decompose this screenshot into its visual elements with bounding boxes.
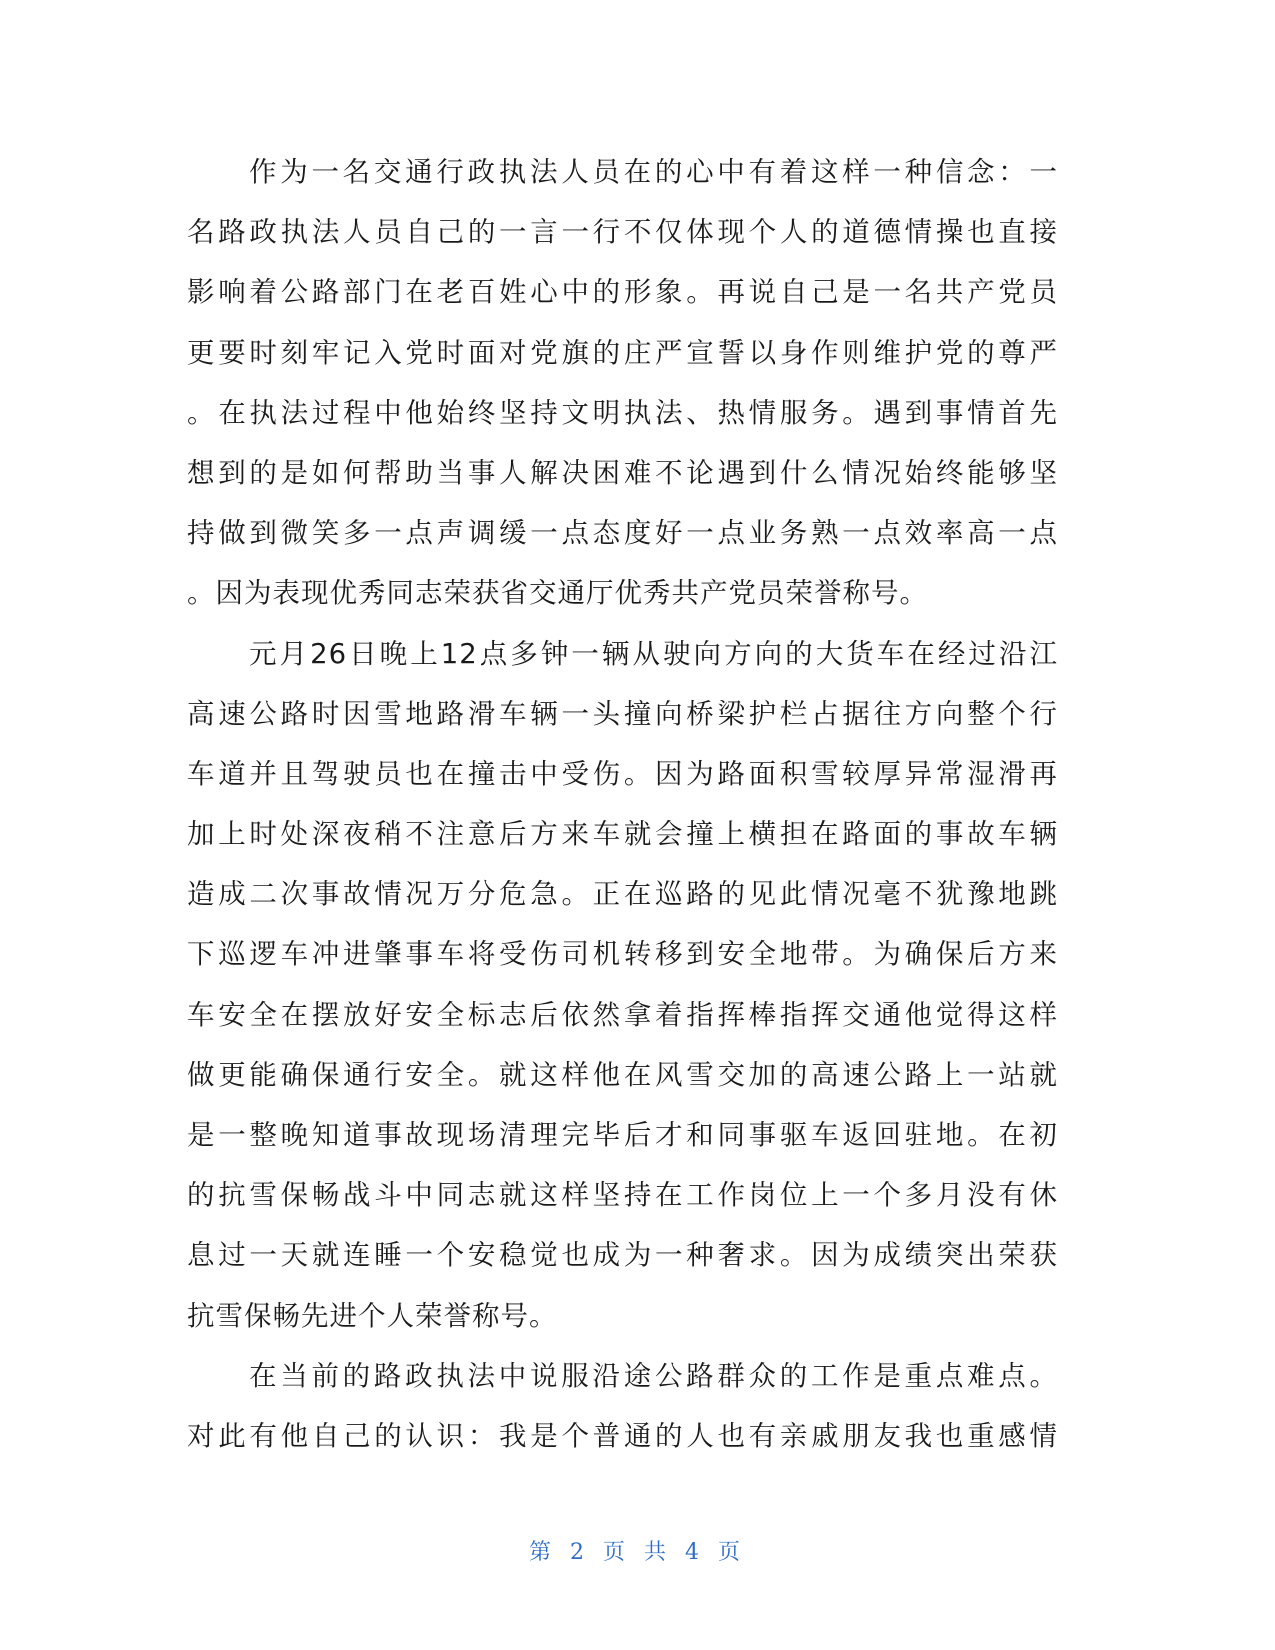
text-line: 的抗雪保畅战斗中同志就这样坚持在工作岗位上一个多月没有休 bbox=[187, 1179, 1058, 1212]
text-line: 造成二次事故情况万分危急。正在巡路的见此情况毫不犹豫地跳 bbox=[187, 878, 1058, 911]
text-line: 下巡逻车冲进肇事车将受伤司机转移到安全地带。为确保后方来 bbox=[187, 938, 1058, 971]
text-line: 想到的是如何帮助当事人解决困难不论遇到什么情况始终能够坚 bbox=[187, 456, 1058, 489]
paragraph-2 bbox=[187, 624, 1058, 1346]
text-line: 息过一天就连睡一个安稳觉也成为一种奢求。因为成绩突出荣获 bbox=[187, 1239, 1058, 1272]
text-line: 。因为表现优秀同志荣获省交通厅优秀共产党员荣誉称号。 bbox=[187, 577, 928, 610]
paragraph-3 bbox=[187, 1346, 1058, 1466]
text-line: 。在执法过程中他始终坚持文明执法、热情服务。遇到事情首先 bbox=[187, 396, 1058, 429]
paragraph-1 bbox=[187, 142, 1058, 624]
text-line: 作为一名交通行政执法人员在的心中有着这样一种信念：一 bbox=[249, 156, 1058, 188]
text-line: 是一整晚知道事故现场清理完毕后才和同事驱车返回驻地。在初 bbox=[187, 1119, 1058, 1151]
text-line: 做更能确保通行安全。就这样他在风雪交加的高速公路上一站就 bbox=[187, 1058, 1058, 1091]
page-number-footer: 第 2 页 共 4 页 bbox=[529, 1540, 746, 1565]
text-line: 车道并且驾驶员也在撞击中受伤。因为路面积雪较厚异常湿滑再 bbox=[187, 757, 1058, 790]
text-line: 名路政执法人员自己的一言一行不仅体现个人的道德情操也直接 bbox=[187, 216, 1058, 249]
text-line: 车安全在摆放好安全标志后依然拿着指挥棒指挥交通他觉得这样 bbox=[187, 998, 1058, 1031]
text-line: 影响着公路部门在老百姓心中的形象。再说自己是一名共产党员 bbox=[187, 276, 1058, 309]
text-line: 高速公路时因雪地路滑车辆一头撞向桥梁护栏占据往方向整个行 bbox=[187, 697, 1058, 730]
text-line: 在当前的路政执法中说服沿途公路群众的工作是重点难点。 bbox=[249, 1359, 1058, 1392]
text-line: 元月26日晚上12点多钟一辆从驶向方向的大货车在经过沿江 bbox=[249, 637, 1058, 670]
text-line: 持做到微笑多一点声调缓一点态度好一点业务熟一点效率高一点 bbox=[187, 517, 1058, 550]
document-body bbox=[187, 142, 1058, 1466]
text-line: 对此有他自己的认识：我是个普通的人也有亲戚朋友我也重感情 bbox=[187, 1419, 1058, 1452]
text-line: 加上时处深夜稍不注意后方来车就会撞上横担在路面的事故车辆 bbox=[187, 818, 1058, 851]
text-line: 抗雪保畅先进个人荣誉称号。 bbox=[187, 1299, 558, 1332]
text-line: 更要时刻牢记入党时面对党旗的庄严宣誓以身作则维护党的尊严 bbox=[187, 336, 1058, 369]
